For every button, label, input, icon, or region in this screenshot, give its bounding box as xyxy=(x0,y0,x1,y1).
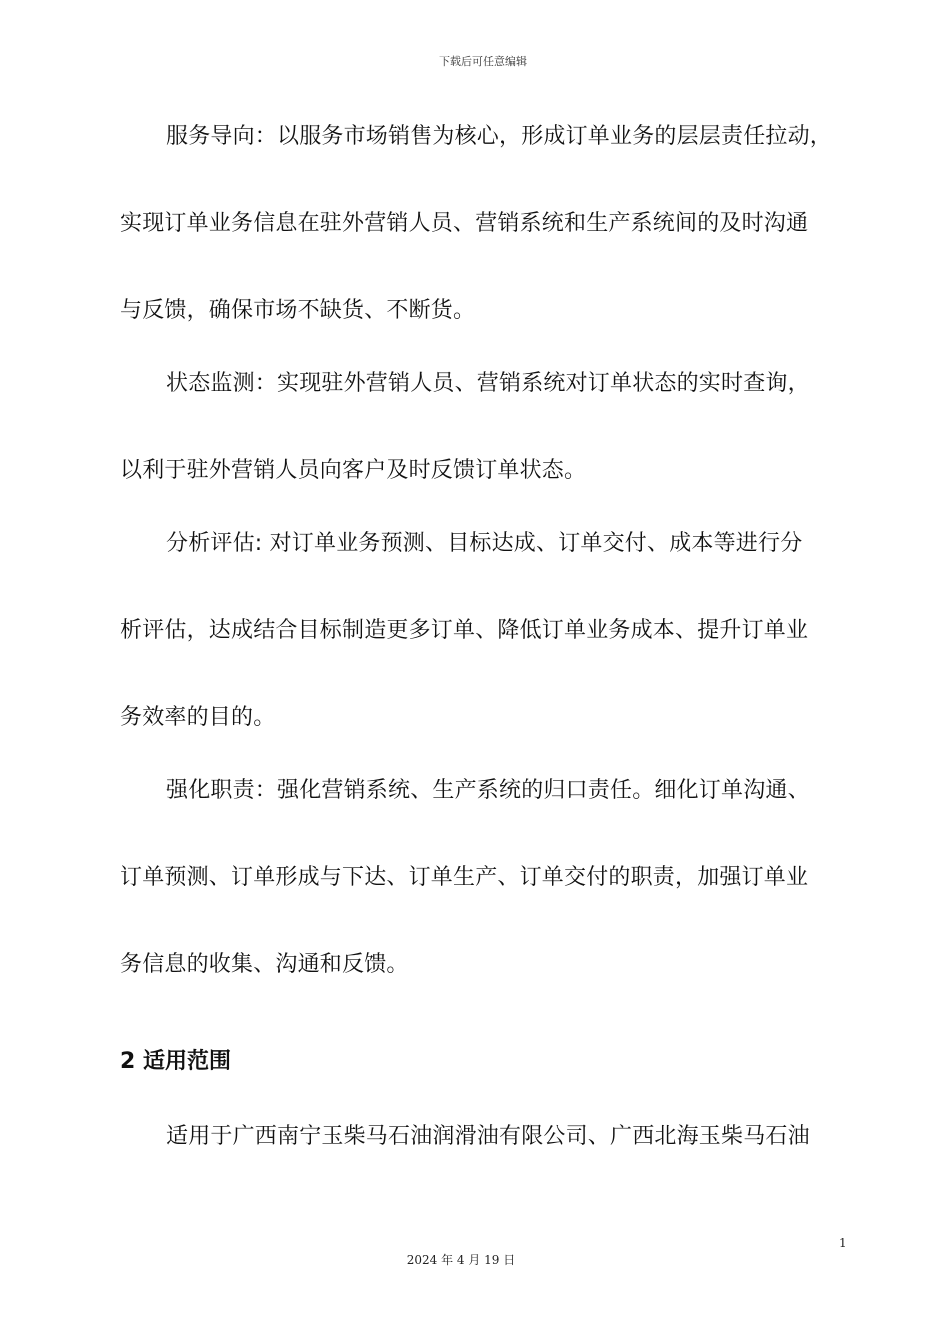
page-number: 1 xyxy=(839,1236,847,1250)
section-body-line-1: 适用于广西南宁玉柴马石油润滑油有限公司、广西北海玉柴马石油 xyxy=(166,1124,810,1149)
paragraph-duty-line-2: 订单预测、订单形成与下达、订单生产、订单交付的职责，加强订单业 xyxy=(120,865,809,890)
paragraph-analysis-line-1: 分析评估: 对订单业务预测、目标达成、订单交付、成本等进行分 xyxy=(166,531,803,556)
paragraph-service-line-3: 与反馈，确保市场不缺货、不断货。 xyxy=(120,298,476,323)
section-heading: 2 适用范围 xyxy=(120,1049,231,1074)
paragraph-analysis-line-2: 析评估，达成结合目标制造更多订单、降低订单业务成本、提升订单业 xyxy=(120,618,809,643)
paragraph-service-line-1: 服务导向：以服务市场销售为核心，形成订单业务的层层责任拉动， xyxy=(166,124,833,149)
paragraph-monitor-line-2: 以利于驻外营销人员向客户及时反馈订单状态。 xyxy=(120,458,587,483)
footer-date: 2024 年 4 月 19 日 xyxy=(406,1253,516,1267)
paragraph-analysis-line-3: 务效率的目的。 xyxy=(120,705,276,730)
paragraph-duty-line-1: 强化职责：强化营销系统、生产系统的归口责任。细化订单沟通、 xyxy=(166,778,810,803)
paragraph-service-line-2: 实现订单业务信息在驻外营销人员、营销系统和生产系统间的及时沟通 xyxy=(120,211,809,236)
paragraph-duty-line-3: 务信息的收集、沟通和反馈。 xyxy=(120,952,409,977)
header-note: 下载后可任意编辑 xyxy=(439,55,527,68)
paragraph-monitor-line-1: 状态监测：实现驻外营销人员、营销系统对订单状态的实时查询， xyxy=(166,371,810,396)
